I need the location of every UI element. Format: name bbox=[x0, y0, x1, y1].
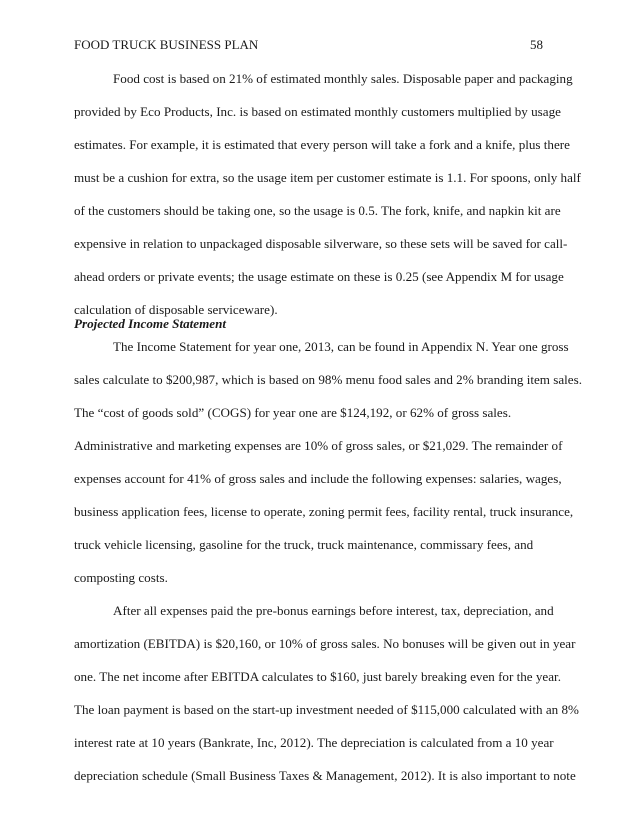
paragraph-1-line: estimates. For example, it is estimated that every person will take a fork and a knife, plus there bbox=[74, 137, 570, 152]
paragraph-3-line: one. The net income after EBITDA calculates to $160, just barely breaking even for the year. bbox=[74, 669, 561, 684]
paragraph-2-line: truck vehicle licensing, gasoline for the truck, truck maintenance, commissary fees, and bbox=[74, 537, 534, 552]
paragraph-1-line: provided by Eco Products, Inc. is based on estimated monthly customers multiplied by usage bbox=[74, 104, 561, 119]
paragraph-1-line: calculation of disposable serviceware). bbox=[74, 302, 278, 317]
paragraph-3-line: The loan payment is based on the start-up investment needed of $115,000 calculated with an 8% bbox=[74, 702, 579, 717]
paragraph-3-line: After all expenses paid the pre-bonus earnings before interest, tax, depreciation, and bbox=[113, 603, 554, 618]
paragraph-2-line: The Income Statement for year one, 2013, can be found in Appendix N. Year one gross bbox=[113, 339, 569, 354]
paragraph-2-line: Administrative and marketing expenses are 10% of gross sales, or $21,029. The remainder of bbox=[74, 438, 563, 453]
paragraph-1-line: expensive in relation to unpackaged disposable silverware, so these sets will be saved for call- bbox=[74, 236, 568, 251]
paragraph-1-line: Food cost is based on 21% of estimated monthly sales. Disposable paper and packaging bbox=[113, 71, 573, 86]
paragraph-2-line: composting costs. bbox=[74, 570, 168, 585]
paragraph-3-line: interest rate at 10 years (Bankrate, Inc, 2012). The depreciation is calculated from a 10 year bbox=[74, 735, 554, 750]
paragraph-2-line: sales calculate to $200,987, which is based on 98% menu food sales and 2% branding item sales. bbox=[74, 372, 582, 387]
page-number: 58 bbox=[530, 37, 543, 52]
paragraph-1-line: must be a cushion for extra, so the usage item per customer estimate is 1.1. For spoons, only half bbox=[74, 170, 581, 185]
paragraph-2-line: The “cost of goods sold” (COGS) for year one are $124,192, or 62% of gross sales. bbox=[74, 405, 512, 420]
paragraph-2-line: expenses account for 41% of gross sales and include the following expenses: salaries, wages, bbox=[74, 471, 562, 486]
paragraph-3-line: amortization (EBITDA) is $20,160, or 10% of gross sales. No bonuses will be given out in year bbox=[74, 636, 576, 651]
paragraph-2-line: business application fees, license to operate, zoning permit fees, facility rental, truck insurance, bbox=[74, 504, 574, 519]
paragraph-3-line: depreciation schedule (Small Business Taxes & Management, 2012). It is also important to note bbox=[74, 768, 576, 783]
running-head bbox=[74, 37, 543, 53]
running-title: FOOD TRUCK BUSINESS PLAN bbox=[74, 37, 259, 52]
section-heading: Projected Income Statement bbox=[74, 316, 227, 331]
paragraph-1-line: of the customers should be taking one, so the usage is 0.5. The fork, knife, and napkin kit are bbox=[74, 203, 561, 218]
paragraph-1-line: ahead orders or private events; the usage estimate on these is 0.25 (see Appendix M for usage bbox=[74, 269, 564, 284]
